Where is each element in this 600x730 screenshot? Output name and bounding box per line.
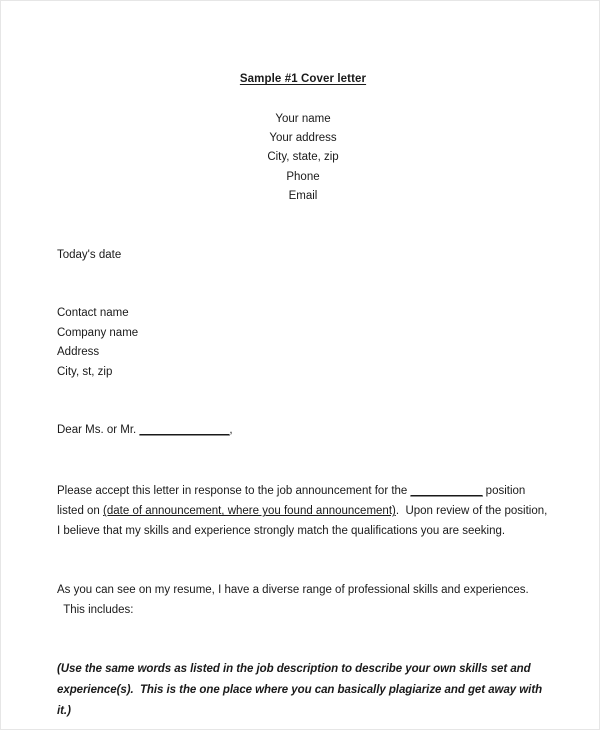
recipient-contact-name: Contact name [57, 307, 129, 320]
paragraph-1-part-4: Upon review of the position, I believe that my skills and experience strongly match the qualifications you are seeking. [57, 505, 548, 538]
recipient-city-st-zip: City, st, zip [57, 365, 113, 378]
sender-phone: Phone [286, 170, 320, 183]
recipient-company-name: Company name [57, 326, 139, 339]
paragraph-note-part-2: This is the one place where you can basically plagiarize and get away with it.) [57, 684, 543, 718]
salutation-prefix: Dear Ms. or Mr. [57, 424, 140, 437]
recipient-address-block [57, 304, 549, 382]
salutation-suffix: , [229, 424, 233, 437]
body-paragraph-2 [57, 580, 549, 620]
paragraph-note-part-1: (Use the same words as listed in the job description to describe your own skills set and experience(s). [57, 663, 531, 697]
sender-address: Your address [269, 132, 337, 145]
date-line: Today's date [57, 249, 122, 262]
date-block [57, 246, 549, 265]
document-title [57, 1, 549, 85]
paragraph-2-part-2: This includes: [63, 604, 134, 617]
sender-name: Your name [275, 113, 331, 125]
document-body [57, 1, 549, 722]
paragraph-1-part-3: . [395, 505, 400, 518]
paragraph-1-announcement-underlined: (date of announcement, where you found announcement) [103, 505, 396, 518]
document-title-text: Sample #1 Cover letter [239, 73, 367, 85]
body-paragraph-1 [57, 481, 549, 541]
sender-email: Email [288, 189, 318, 202]
paragraph-1-position-blank: ____________ [410, 485, 483, 498]
sender-city-state-zip: City, state, zip [267, 151, 339, 164]
salutation-block [57, 421, 549, 440]
sender-address-block [57, 110, 549, 206]
salutation-line [57, 421, 549, 440]
recipient-address: Address [57, 346, 100, 359]
body-paragraph-note [57, 659, 549, 722]
salutation-blank: _______________ [139, 424, 230, 437]
paragraph-2-part-1: As you can see on my resume, I have a diverse range of professional skills and experiences. [57, 584, 529, 597]
paragraph-1-part-2: position listed on [57, 485, 526, 518]
paragraph-1-part-1: Please accept this letter in response to the job announcement for the [57, 485, 411, 498]
